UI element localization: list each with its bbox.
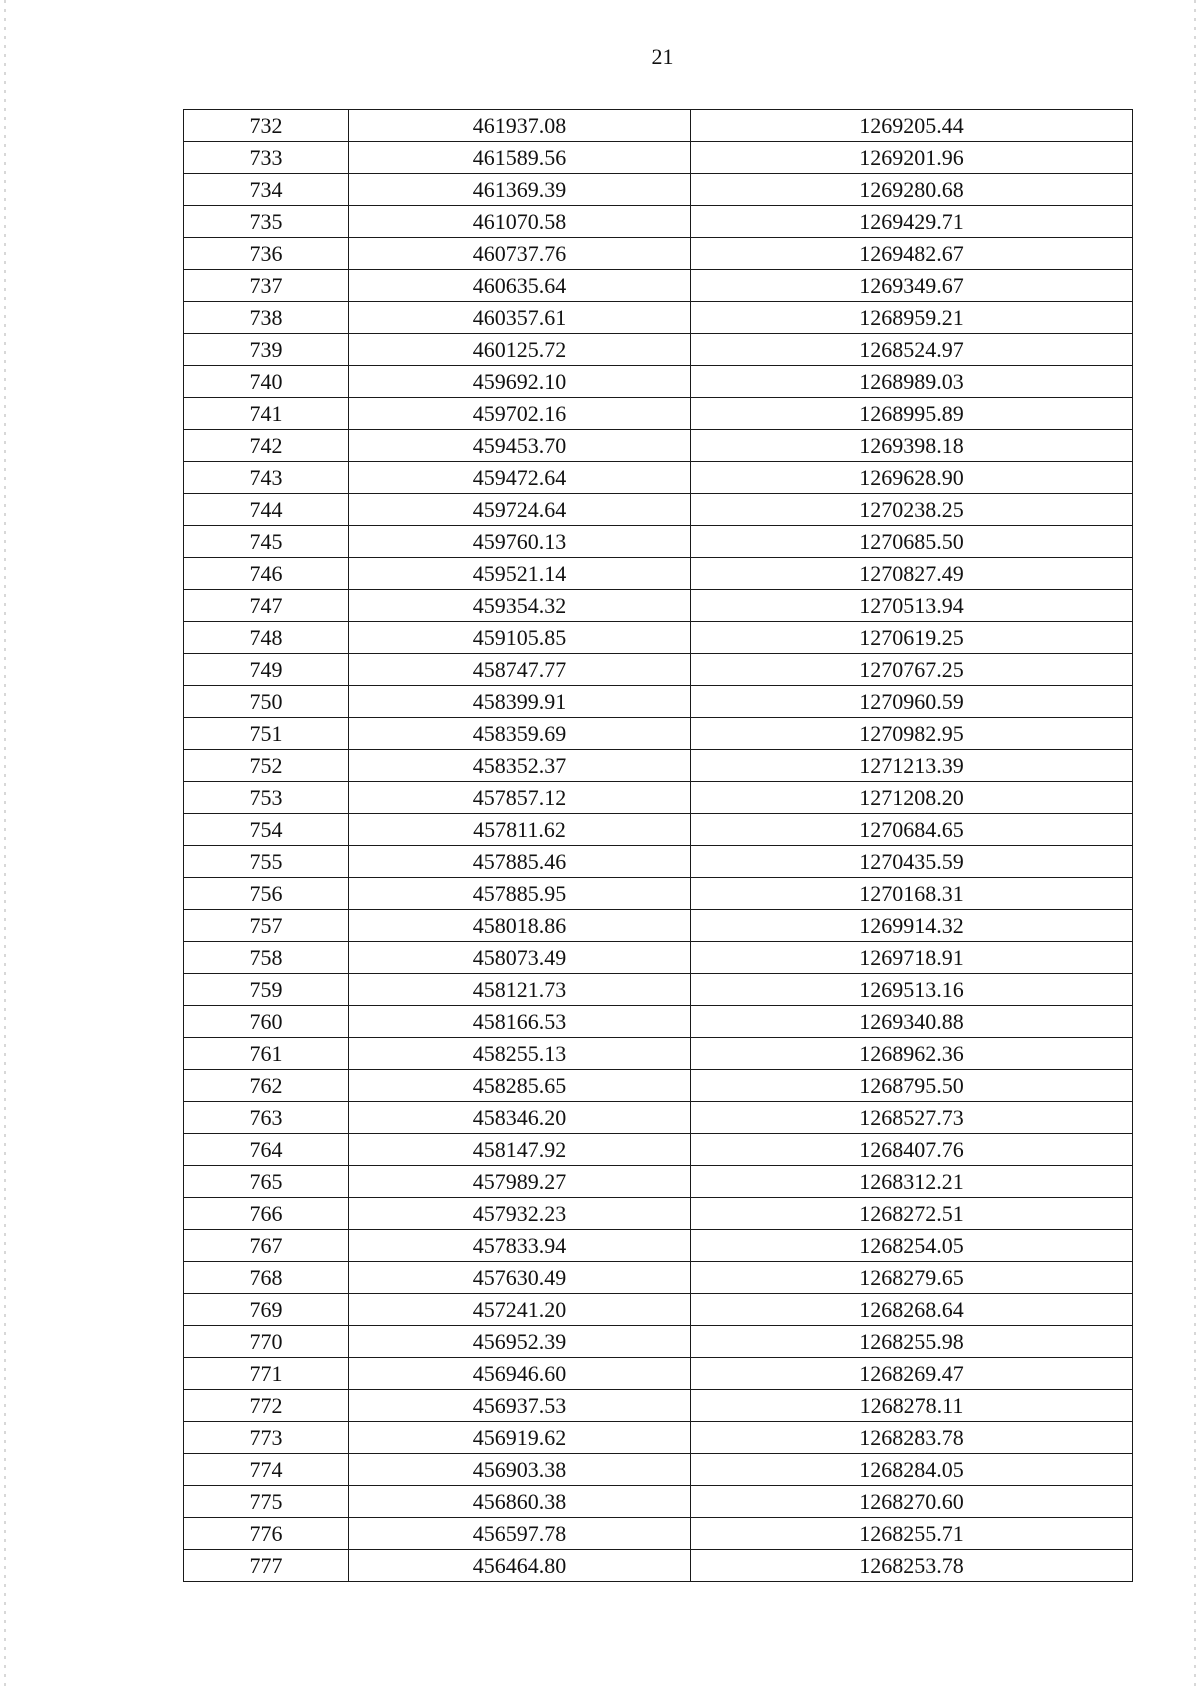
- point-number-cell: 764: [184, 1134, 349, 1166]
- y-coordinate-cell: 1270168.31: [691, 878, 1133, 910]
- table-row: [184, 782, 1133, 814]
- x-coordinate-cell: 459521.14: [349, 558, 691, 590]
- x-coordinate-cell: 459702.16: [349, 398, 691, 430]
- point-number-cell: 751: [184, 718, 349, 750]
- x-coordinate-cell: 460635.64: [349, 270, 691, 302]
- point-number-cell: 755: [184, 846, 349, 878]
- x-coordinate-cell: 457885.95: [349, 878, 691, 910]
- y-coordinate-cell: 1268254.05: [691, 1230, 1133, 1262]
- x-coordinate-cell: 458018.86: [349, 910, 691, 942]
- x-coordinate-cell: 461070.58: [349, 206, 691, 238]
- point-number-cell: 777: [184, 1550, 349, 1582]
- x-coordinate-cell: 458352.37: [349, 750, 691, 782]
- x-coordinate-cell: 456464.80: [349, 1550, 691, 1582]
- scan-edge-left: [4, 0, 6, 1686]
- y-coordinate-cell: 1268278.11: [691, 1390, 1133, 1422]
- table-row: [184, 1326, 1133, 1358]
- table-row: [184, 302, 1133, 334]
- point-number-cell: 733: [184, 142, 349, 174]
- point-number-cell: 742: [184, 430, 349, 462]
- table-row: [184, 1550, 1133, 1582]
- table-row: [184, 686, 1133, 718]
- y-coordinate-cell: 1268795.50: [691, 1070, 1133, 1102]
- y-coordinate-cell: 1270685.50: [691, 526, 1133, 558]
- point-number-cell: 753: [184, 782, 349, 814]
- x-coordinate-cell: 456919.62: [349, 1422, 691, 1454]
- x-coordinate-cell: 458255.13: [349, 1038, 691, 1070]
- point-number-cell: 739: [184, 334, 349, 366]
- point-number-cell: 768: [184, 1262, 349, 1294]
- x-coordinate-cell: 461589.56: [349, 142, 691, 174]
- y-coordinate-cell: 1270827.49: [691, 558, 1133, 590]
- y-coordinate-cell: 1269349.67: [691, 270, 1133, 302]
- table-row: [184, 1198, 1133, 1230]
- table-row: [184, 462, 1133, 494]
- table-row: [184, 750, 1133, 782]
- x-coordinate-cell: 461369.39: [349, 174, 691, 206]
- y-coordinate-cell: 1269398.18: [691, 430, 1133, 462]
- point-number-cell: 773: [184, 1422, 349, 1454]
- table-row: [184, 110, 1133, 142]
- point-number-cell: 748: [184, 622, 349, 654]
- point-number-cell: 766: [184, 1198, 349, 1230]
- x-coordinate-cell: 457857.12: [349, 782, 691, 814]
- point-number-cell: 750: [184, 686, 349, 718]
- x-coordinate-cell: 459105.85: [349, 622, 691, 654]
- y-coordinate-cell: 1268279.65: [691, 1262, 1133, 1294]
- x-coordinate-cell: 456903.38: [349, 1454, 691, 1486]
- table-row: [184, 1454, 1133, 1486]
- table-row: [184, 718, 1133, 750]
- y-coordinate-cell: 1269429.71: [691, 206, 1133, 238]
- y-coordinate-cell: 1268284.05: [691, 1454, 1133, 1486]
- y-coordinate-cell: 1269201.96: [691, 142, 1133, 174]
- table-row: [184, 398, 1133, 430]
- x-coordinate-cell: 460737.76: [349, 238, 691, 270]
- x-coordinate-cell: 458166.53: [349, 1006, 691, 1038]
- point-number-cell: 759: [184, 974, 349, 1006]
- y-coordinate-cell: 1269205.44: [691, 110, 1133, 142]
- table-row: [184, 494, 1133, 526]
- y-coordinate-cell: 1268959.21: [691, 302, 1133, 334]
- y-coordinate-cell: 1270435.59: [691, 846, 1133, 878]
- table-row: [184, 942, 1133, 974]
- x-coordinate-cell: 458073.49: [349, 942, 691, 974]
- y-coordinate-cell: 1269628.90: [691, 462, 1133, 494]
- point-number-cell: 756: [184, 878, 349, 910]
- y-coordinate-cell: 1270982.95: [691, 718, 1133, 750]
- x-coordinate-cell: 457811.62: [349, 814, 691, 846]
- y-coordinate-cell: 1270684.65: [691, 814, 1133, 846]
- y-coordinate-cell: 1268272.51: [691, 1198, 1133, 1230]
- y-coordinate-cell: 1268270.60: [691, 1486, 1133, 1518]
- table-row: [184, 334, 1133, 366]
- point-number-cell: 738: [184, 302, 349, 334]
- point-number-cell: 770: [184, 1326, 349, 1358]
- y-coordinate-cell: 1268407.76: [691, 1134, 1133, 1166]
- table-row: [184, 590, 1133, 622]
- point-number-cell: 735: [184, 206, 349, 238]
- point-number-cell: 760: [184, 1006, 349, 1038]
- x-coordinate-cell: 459692.10: [349, 366, 691, 398]
- point-number-cell: 754: [184, 814, 349, 846]
- y-coordinate-cell: 1268995.89: [691, 398, 1133, 430]
- x-coordinate-cell: 458121.73: [349, 974, 691, 1006]
- x-coordinate-cell: 458359.69: [349, 718, 691, 750]
- y-coordinate-cell: 1268283.78: [691, 1422, 1133, 1454]
- y-coordinate-cell: 1270767.25: [691, 654, 1133, 686]
- point-number-cell: 765: [184, 1166, 349, 1198]
- x-coordinate-cell: 456937.53: [349, 1390, 691, 1422]
- x-coordinate-cell: 456952.39: [349, 1326, 691, 1358]
- x-coordinate-cell: 457932.23: [349, 1198, 691, 1230]
- table-row: [184, 1038, 1133, 1070]
- y-coordinate-cell: 1270619.25: [691, 622, 1133, 654]
- y-coordinate-cell: 1269513.16: [691, 974, 1133, 1006]
- table-row: [184, 846, 1133, 878]
- x-coordinate-cell: 457630.49: [349, 1262, 691, 1294]
- scan-edge-right: [1194, 0, 1196, 1686]
- table-row: [184, 654, 1133, 686]
- table-row: [184, 1422, 1133, 1454]
- point-number-cell: 758: [184, 942, 349, 974]
- page-number: 21: [651, 44, 674, 69]
- x-coordinate-cell: 458747.77: [349, 654, 691, 686]
- y-coordinate-cell: 1271208.20: [691, 782, 1133, 814]
- table-row: [184, 526, 1133, 558]
- y-coordinate-cell: 1271213.39: [691, 750, 1133, 782]
- point-number-cell: 767: [184, 1230, 349, 1262]
- point-number-cell: 743: [184, 462, 349, 494]
- table-row: [184, 1134, 1133, 1166]
- y-coordinate-cell: 1269718.91: [691, 942, 1133, 974]
- table-row: [184, 1390, 1133, 1422]
- table-row: [184, 878, 1133, 910]
- table-row: [184, 1102, 1133, 1134]
- point-number-cell: 747: [184, 590, 349, 622]
- point-number-cell: 734: [184, 174, 349, 206]
- x-coordinate-cell: 456946.60: [349, 1358, 691, 1390]
- y-coordinate-cell: 1270238.25: [691, 494, 1133, 526]
- y-coordinate-cell: 1268527.73: [691, 1102, 1133, 1134]
- x-coordinate-cell: 459354.32: [349, 590, 691, 622]
- point-number-cell: 775: [184, 1486, 349, 1518]
- table-row: [184, 1006, 1133, 1038]
- table-row: [184, 974, 1133, 1006]
- point-number-cell: 769: [184, 1294, 349, 1326]
- table-row: [184, 1358, 1133, 1390]
- coordinate-table: [183, 109, 1133, 1582]
- point-number-cell: 736: [184, 238, 349, 270]
- point-number-cell: 744: [184, 494, 349, 526]
- table-row: [184, 238, 1133, 270]
- y-coordinate-cell: 1268253.78: [691, 1550, 1133, 1582]
- table-row: [184, 1262, 1133, 1294]
- point-number-cell: 741: [184, 398, 349, 430]
- table-row: [184, 1294, 1133, 1326]
- coordinate-table-body: [184, 110, 1133, 1582]
- y-coordinate-cell: 1268269.47: [691, 1358, 1133, 1390]
- x-coordinate-cell: 461937.08: [349, 110, 691, 142]
- x-coordinate-cell: 458147.92: [349, 1134, 691, 1166]
- table-row: [184, 1070, 1133, 1102]
- y-coordinate-cell: 1268268.64: [691, 1294, 1133, 1326]
- point-number-cell: 745: [184, 526, 349, 558]
- table-row: [184, 1230, 1133, 1262]
- table-row: [184, 1166, 1133, 1198]
- table-row: [184, 366, 1133, 398]
- y-coordinate-cell: 1268989.03: [691, 366, 1133, 398]
- y-coordinate-cell: 1269482.67: [691, 238, 1133, 270]
- point-number-cell: 749: [184, 654, 349, 686]
- x-coordinate-cell: 457241.20: [349, 1294, 691, 1326]
- y-coordinate-cell: 1269914.32: [691, 910, 1133, 942]
- point-number-cell: 757: [184, 910, 349, 942]
- point-number-cell: 772: [184, 1390, 349, 1422]
- table-row: [184, 174, 1133, 206]
- y-coordinate-cell: 1270513.94: [691, 590, 1133, 622]
- x-coordinate-cell: 457989.27: [349, 1166, 691, 1198]
- x-coordinate-cell: 458285.65: [349, 1070, 691, 1102]
- x-coordinate-cell: 460357.61: [349, 302, 691, 334]
- point-number-cell: 771: [184, 1358, 349, 1390]
- table-row: [184, 622, 1133, 654]
- point-number-cell: 752: [184, 750, 349, 782]
- table-row: [184, 430, 1133, 462]
- table-row: [184, 814, 1133, 846]
- table-row: [184, 558, 1133, 590]
- x-coordinate-cell: 460125.72: [349, 334, 691, 366]
- y-coordinate-cell: 1268962.36: [691, 1038, 1133, 1070]
- point-number-cell: 774: [184, 1454, 349, 1486]
- table-row: [184, 1518, 1133, 1550]
- point-number-cell: 761: [184, 1038, 349, 1070]
- x-coordinate-cell: 456597.78: [349, 1518, 691, 1550]
- table-row: [184, 910, 1133, 942]
- x-coordinate-cell: 459760.13: [349, 526, 691, 558]
- y-coordinate-cell: 1268255.71: [691, 1518, 1133, 1550]
- y-coordinate-cell: 1269340.88: [691, 1006, 1133, 1038]
- point-number-cell: 763: [184, 1102, 349, 1134]
- x-coordinate-cell: 457833.94: [349, 1230, 691, 1262]
- x-coordinate-cell: 459453.70: [349, 430, 691, 462]
- point-number-cell: 732: [184, 110, 349, 142]
- y-coordinate-cell: 1268312.21: [691, 1166, 1133, 1198]
- x-coordinate-cell: 459724.64: [349, 494, 691, 526]
- x-coordinate-cell: 457885.46: [349, 846, 691, 878]
- x-coordinate-cell: 459472.64: [349, 462, 691, 494]
- y-coordinate-cell: 1269280.68: [691, 174, 1133, 206]
- point-number-cell: 762: [184, 1070, 349, 1102]
- table-row: [184, 1486, 1133, 1518]
- x-coordinate-cell: 458399.91: [349, 686, 691, 718]
- point-number-cell: 776: [184, 1518, 349, 1550]
- y-coordinate-cell: 1268255.98: [691, 1326, 1133, 1358]
- table-row: [184, 270, 1133, 302]
- y-coordinate-cell: 1268524.97: [691, 334, 1133, 366]
- x-coordinate-cell: 456860.38: [349, 1486, 691, 1518]
- point-number-cell: 746: [184, 558, 349, 590]
- x-coordinate-cell: 458346.20: [349, 1102, 691, 1134]
- table-row: [184, 206, 1133, 238]
- table-row: [184, 142, 1133, 174]
- point-number-cell: 737: [184, 270, 349, 302]
- point-number-cell: 740: [184, 366, 349, 398]
- y-coordinate-cell: 1270960.59: [691, 686, 1133, 718]
